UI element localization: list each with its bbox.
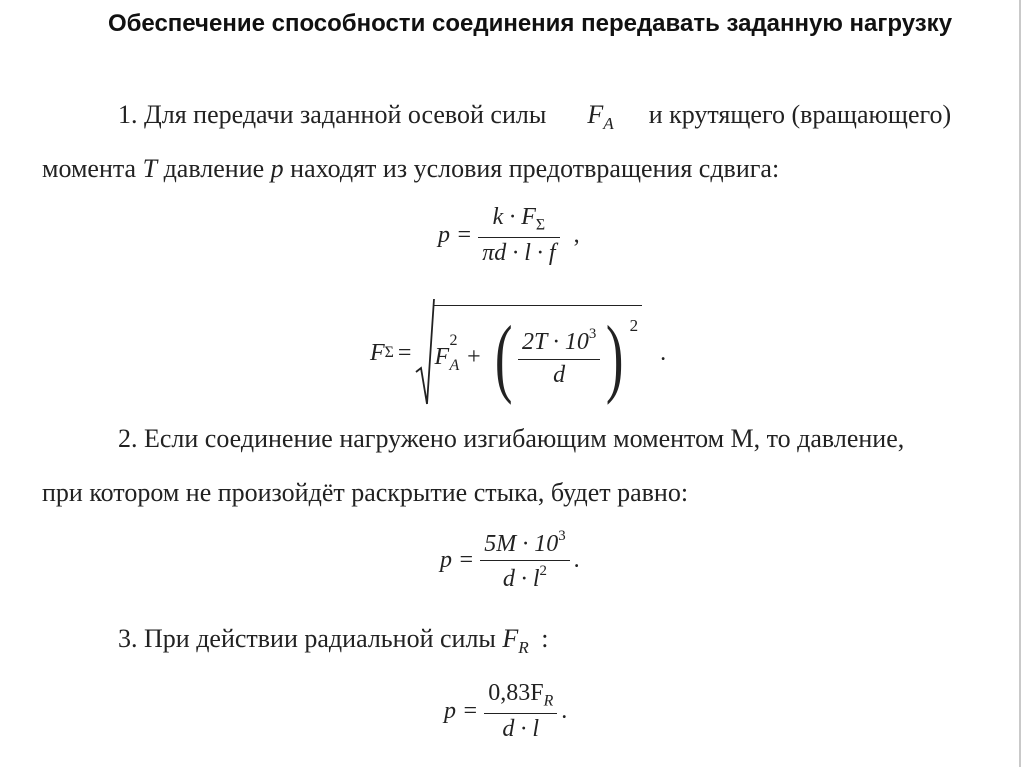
formula2-inner-denominator: d: [518, 359, 600, 389]
formula3-numerator: 5M · 10: [484, 531, 559, 558]
formula-pressure-shear: [438, 204, 580, 267]
item1-line2: [42, 154, 779, 184]
formula4-fraction: [484, 680, 557, 743]
formula3-denominator: d · l: [502, 566, 540, 593]
item1-line2-a: момента: [42, 154, 137, 183]
right-paren: ): [606, 308, 624, 406]
formula1-numerator-index: Σ: [535, 216, 546, 234]
formula2-inner-numerator-sup: 3: [588, 326, 597, 343]
formula2-outer-exponent: 2: [629, 315, 639, 335]
formula2-equals: =: [397, 339, 412, 366]
pressure-symbol: p: [270, 154, 284, 183]
formula3-fraction: [480, 528, 569, 593]
formula2-term-symbol: F: [434, 344, 450, 370]
item1-line2-b: давление: [163, 154, 265, 183]
formula2-term-sub: A: [449, 357, 460, 374]
radial-force-index: R: [518, 638, 529, 657]
formula2-inner-fraction: [518, 326, 600, 388]
formula2-inner-numerator: 2T · 10: [521, 329, 589, 356]
formula3-tail: .: [573, 547, 580, 574]
left-paren: (: [494, 308, 513, 406]
formula1-lhs: p =: [438, 221, 473, 248]
sqrt-radical-icon: [415, 298, 435, 408]
item2-line1: 2. Если соединение нагружено изгибающим моментом М, то давление,: [118, 424, 905, 453]
formula1-denominator: πd · l · f: [478, 237, 559, 267]
item3-tail: :: [541, 624, 549, 653]
formula2-tail: .: [660, 339, 667, 366]
formula3-denominator-sup: 2: [539, 563, 547, 580]
formula1-fraction: [478, 204, 559, 267]
formula2-lhs: F: [370, 339, 385, 366]
axial-force-symbol: F: [587, 100, 604, 129]
formula1-tail: ,: [573, 221, 580, 248]
formula-pressure-radial: [444, 680, 567, 743]
formula-pressure-bending: [440, 528, 580, 593]
formula4-numerator-index: R: [543, 692, 554, 710]
formula3-lhs: p =: [440, 547, 475, 574]
item1-line1: [118, 100, 951, 134]
slide-edge-line: [1019, 0, 1021, 767]
item3-line: [118, 624, 549, 658]
formula-total-force: [370, 298, 666, 408]
formula4-lhs: p =: [444, 697, 479, 724]
formula2-lhs-index: Σ: [384, 344, 394, 361]
item1-line1-start: 1. Для передачи заданной осевой силы: [118, 100, 547, 129]
item2-line2: при котором не произойдёт раскрытие стыка, будет равно:: [42, 478, 689, 507]
moment-symbol: T: [142, 154, 158, 183]
axial-force-index: A: [603, 114, 614, 133]
formula2-term-sup: 2: [449, 332, 458, 349]
radial-force-symbol: F: [502, 624, 519, 653]
formula4-numerator: 0,83F: [488, 680, 544, 706]
formula2-plus: +: [467, 344, 481, 370]
formula1-numerator: k · F: [492, 204, 536, 230]
formula4-tail: .: [561, 697, 568, 724]
formula4-denominator: d · l: [484, 713, 557, 743]
item1-line1-end: и крутящего (вращающего): [648, 100, 952, 129]
item3-text: 3. При действии радиальной силы: [118, 624, 496, 653]
slide-title: Обеспечение способности соединения передавать заданную нагрузку: [107, 10, 953, 37]
formula3-numerator-sup: 3: [558, 528, 566, 544]
item1-line2-c: находят из условия предотвращения сдвига:: [290, 154, 780, 183]
